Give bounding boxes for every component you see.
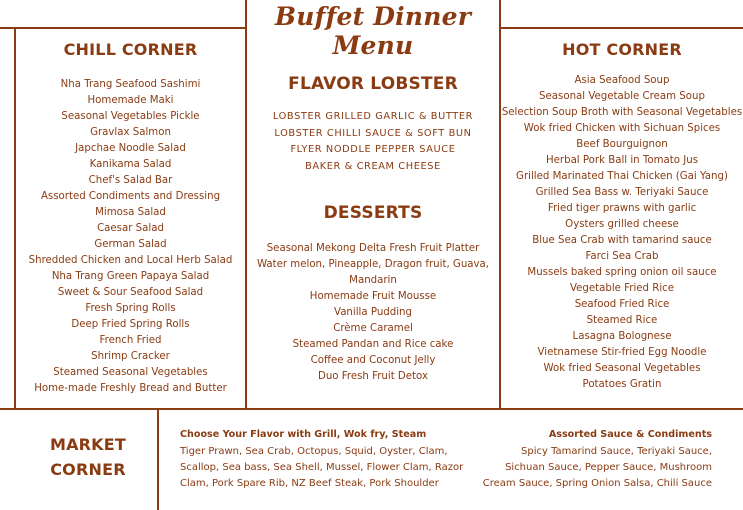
menu-item: BAKER & CREAM CHEESE [305,160,441,172]
menu-item: Beef Bourguignon [576,139,668,150]
menu-item: Vietnamese Stir-fried Egg Noodle [537,347,707,358]
menu-item: Coffee and Coconut Jelly [310,355,436,366]
menu-item: Steamed Seasonal Vegetables [53,367,208,378]
menu-item: Vanilla Pudding [334,307,412,318]
menu-item: Grilled Sea Bass w. Teriyaki Sauce [535,187,709,198]
menu-item: Fried tiger prawns with garlic [547,203,697,214]
menu-item: German Salad [94,239,167,250]
market-heading-line1: MARKET [49,435,127,454]
menu-item: Nha Trang Green Papaya Salad [51,271,210,282]
frame-top-left [0,27,245,29]
menu-item: Asia Seafood Soup [574,75,670,86]
menu-item: Shredded Chicken and Local Herb Salad [28,255,233,266]
chill-corner-heading: CHILL CORNER [63,40,198,59]
menu-item: Assorted Condiments and Dressing [40,191,221,202]
market-sauce-line: Sichuan Sauce, Pepper Sauce, Mushroom [505,462,712,473]
menu-item: Mimosa Salad [95,207,166,218]
menu-item: Selection Soup Broth with Seasonal Vegetables [501,107,743,118]
menu-item: Wok fried Chicken with Sichuan Spices [523,123,721,134]
menu-item: LOBSTER GRILLED GARLIC & BUTTER [272,111,474,122]
hot-corner-list [501,73,743,393]
market-grill-line: Tiger Prawn, Sea Crab, Octopus, Squid, Oyster, Clam, [180,446,448,457]
menu-item: Seasonal Vegetables Pickle [61,111,200,122]
menu-item: Wok fried Seasonal Vegetables [543,363,701,374]
menu-item: Seasonal Vegetable Cream Soup [539,91,705,102]
menu-item: Mussels baked spring onion oil sauce [527,267,717,278]
menu-item: Potatoes Gratin [582,379,662,390]
menu-item: Kanikama Salad [89,159,172,170]
chill-corner-section [16,40,245,397]
menu-item: Duo Fresh Fruit Detox [317,371,428,382]
menu-item: Herbal Pork Ball in Tomato Jus [545,155,698,166]
menu-item: Homemade Maki [87,95,174,106]
menu-item: Grilled Marinated Thai Chicken (Gai Yang) [516,171,728,182]
market-sauce-block [455,428,712,492]
menu-item: LOBSTER CHILLI SAUCE & SOFT BUN [274,127,472,139]
menu-item: Japchae Noodle Salad [75,143,186,154]
menu-item: Homemade Fruit Mousse [309,291,437,302]
menu-item: Chef's Salad Bar [88,175,173,186]
menu-item: Crème Caramel [333,323,413,334]
menu-title: Buffet Dinner Menu [274,2,472,60]
flavor-lobster-section [247,74,499,175]
flavor-lobster-list [247,109,499,175]
menu-item: Seafood Fried Rice [574,299,670,310]
market-grill-line: Scallop, Sea bass, Sea Shell, Mussel, Flower Clam, Razor [180,462,464,473]
market-grill-subheading: Choose Your Flavor with Grill, Wok fry, Steam [180,429,427,440]
menu-item: Water melon, Pineapple, Dragon fruit, Guava, [256,259,490,270]
menu-item: Fresh Spring Rolls [85,303,176,314]
chill-corner-list [16,77,245,397]
menu-item: Home-made Freshly Bread and Butter [34,383,227,394]
menu-item: Lasagna Bolognese [572,331,672,342]
menu-item: Seasonal Mekong Delta Fresh Fruit Platter [266,243,480,254]
desserts-heading: DESSERTS [323,203,423,223]
menu-item: Nha Trang Seafood Sashimi [60,79,201,90]
desserts-list [247,241,499,385]
hot-corner-heading: HOT CORNER [562,40,682,59]
menu-item: FLYER NODDLE PEPPER SAUCE [290,144,456,156]
menu-item: Gravlax Salmon [90,127,171,138]
menu-item: Oysters grilled cheese [565,219,679,230]
flavor-lobster-heading: FLAVOR LOBSTER [288,74,458,94]
desserts-section [247,203,499,385]
hot-corner-section [501,40,743,393]
menu-item: Sweet & Sour Seafood Salad [57,287,204,298]
market-sauce-line: Cream Sauce, Spring Onion Salsa, Chili Sauce [482,478,712,489]
menu-item: Vegetable Fried Rice [569,283,675,294]
menu-item: Deep Fried Spring Rolls [71,319,190,330]
market-corner-heading [18,432,158,482]
market-grill-block [180,428,480,492]
menu-item: Blue Sea Crab with tamarind sauce [532,235,712,246]
menu-item: French Fried [99,335,162,346]
market-heading-line2: CORNER [50,460,126,479]
menu-item: Farci Sea Crab [585,251,659,262]
menu-item: Mandarin [349,275,397,286]
market-grill-line: Clam, Pork Spare Rib, NZ Beef Steak, Pork Shoulder [180,478,439,489]
menu-item: Shrimp Cracker [91,351,170,362]
frame-top-right [501,27,743,29]
market-sauce-subheading: Assorted Sauce & Condiments [548,429,712,440]
menu-item: Steamed Pandan and Rice cake [292,339,454,350]
market-sauce-line: Spicy Tamarind Sauce, Teriyaki Sauce, [521,446,712,457]
divider-horizontal [0,408,743,410]
menu-item: Steamed Rice [586,315,658,326]
menu-item: Caesar Salad [97,223,164,234]
